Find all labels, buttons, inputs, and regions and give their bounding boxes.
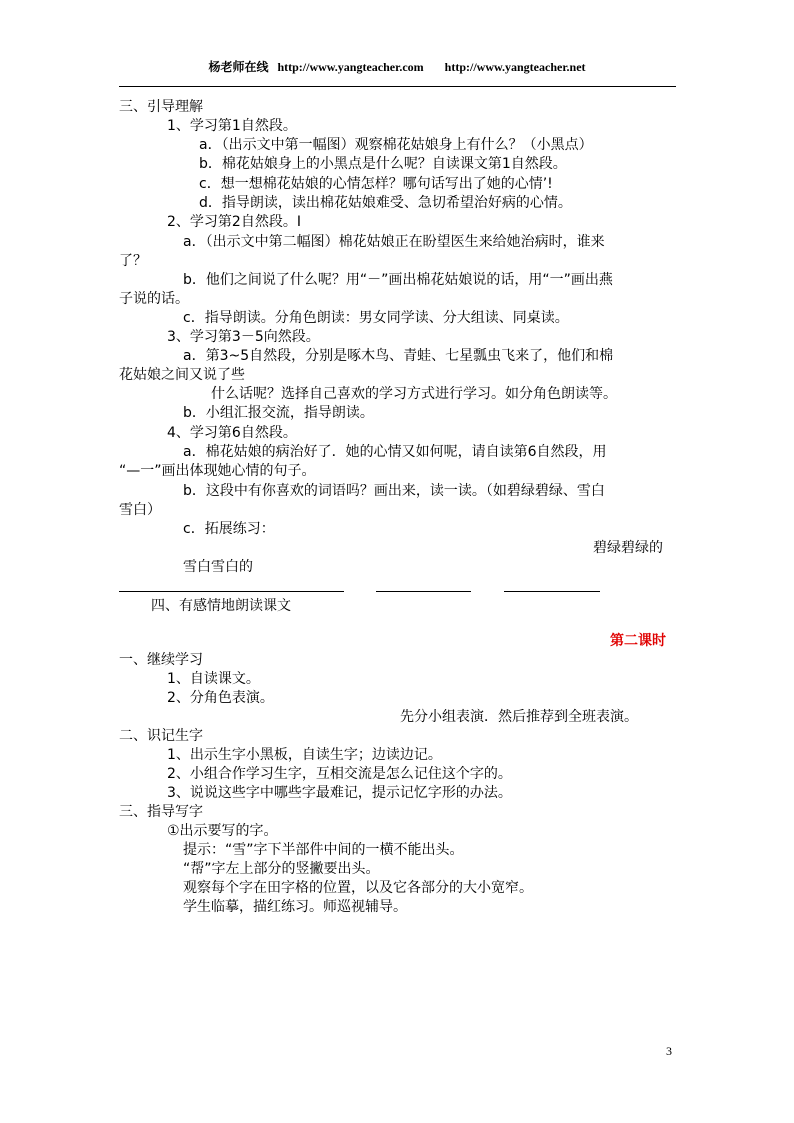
text-line: c．拓展练习： [183, 521, 275, 537]
fill-blank-line [376, 591, 471, 592]
text-line: a．棉花姑娘的病治好了．她的心情又如何呢，请自读第6自然段，用 [183, 444, 607, 460]
text-line: 子说的话。 [119, 291, 189, 307]
text-line: a．（出示文中第二幅图）棉花姑娘正在盼望医生来给她治病时，谁来 [183, 234, 605, 250]
exercise-word: 雪白雪白的 [183, 559, 253, 575]
text-line: b．小组汇报交流，指导朗读。 [183, 405, 374, 421]
section-heading: 二、识记生字 [119, 728, 203, 744]
step-heading: 1、出示生字小黑板，自读生字；边读边记。 [167, 747, 442, 763]
text-line: 观察每个字在田字格的位置，以及它各部分的大小宽窄。 [183, 880, 533, 896]
exercise-word: 碧绿碧绿的 [593, 540, 663, 556]
section-heading: 三、引导理解 [119, 99, 203, 115]
text-line: 花姑娘之间又说了些 [119, 367, 245, 383]
step-heading: 2、分角色表演。 [167, 690, 274, 706]
fill-blank-line [504, 591, 600, 592]
header-url-2[interactable]: http://www.yangteacher.net [444, 60, 586, 74]
text-line: a．（出示文中第一幅图）观察棉花姑娘身上有什么？（小黑点） [199, 137, 593, 153]
step-heading: 3、说说这些字中哪些字最难记，提示记忆字形的办法。 [167, 785, 512, 801]
step-heading: ①出示要写的字。 [167, 823, 278, 839]
text-line: 提示：“雪”字下半部件中间的一横不能出头。 [183, 842, 464, 858]
text-line: 雪白） [119, 502, 161, 518]
section-heading: 三、指导写字 [119, 804, 203, 820]
header-rule [119, 86, 676, 87]
text-line: c．想一想棉花姑娘的心情怎样？哪句话写出了她的心情’! [199, 176, 553, 192]
text-line: 什么话呢？选择自己喜欢的学习方式进行学习。如分角色朗读等。 [211, 386, 617, 402]
text-line: 了？ [119, 253, 147, 269]
fill-blank-line [119, 591, 344, 592]
header-url-1[interactable]: http://www.yangteacher.com [277, 60, 424, 74]
step-heading: 2、学习第2自然段。I [167, 214, 301, 230]
section-heading: 一、继续学习 [119, 652, 203, 668]
text-line: c．指导朗读。分角色朗读：男女同学读、分大组读、同桌读。 [183, 310, 569, 326]
page-header [0, 58, 794, 75]
lesson-title: 第二课时 [610, 633, 666, 649]
step-heading: 3、学习第3－5向然段。 [167, 329, 320, 345]
step-heading: 2、小组合作学习生字，互相交流是怎么记住这个字的。 [167, 766, 512, 782]
text-line: “帮”字左上部分的竖撇要出头。 [183, 861, 380, 877]
step-heading: 1、自读课文。 [167, 671, 260, 687]
text-line: d．指导朗读，读出棉花姑娘难受、急切希望治好病的心情。 [199, 195, 572, 211]
header-name: 杨老师在线 [208, 60, 269, 74]
text-line: b．棉花姑娘身上的小黑点是什么呢？自读课文第1自然段。 [199, 156, 567, 172]
text-line: a．第3~5自然段，分别是啄木鸟、青蛙、七星瓢虫飞来了，他们和棉 [183, 348, 614, 364]
step-heading: 4、学习第6自然段。 [167, 425, 297, 441]
text-line: 先分小组表演．然后推荐到全班表演。 [400, 709, 638, 725]
section-heading: 四、有感情地朗读课文 [151, 598, 291, 614]
text-line: “—一”画出体现她心情的句子。 [119, 463, 316, 479]
text-line: b．这段中有你喜欢的词语吗？画出来，读一读。（如碧绿碧绿、雪白 [183, 483, 605, 499]
page-number: 3 [666, 1044, 672, 1058]
step-heading: 1、学习第1自然段。 [167, 118, 297, 134]
text-line: b．他们之间说了什么呢？用“－”画出棉花姑娘说的话，用“一”画出燕 [183, 272, 613, 288]
text-line: 学生临摹，描红练习。师巡视辅导。 [183, 899, 407, 915]
